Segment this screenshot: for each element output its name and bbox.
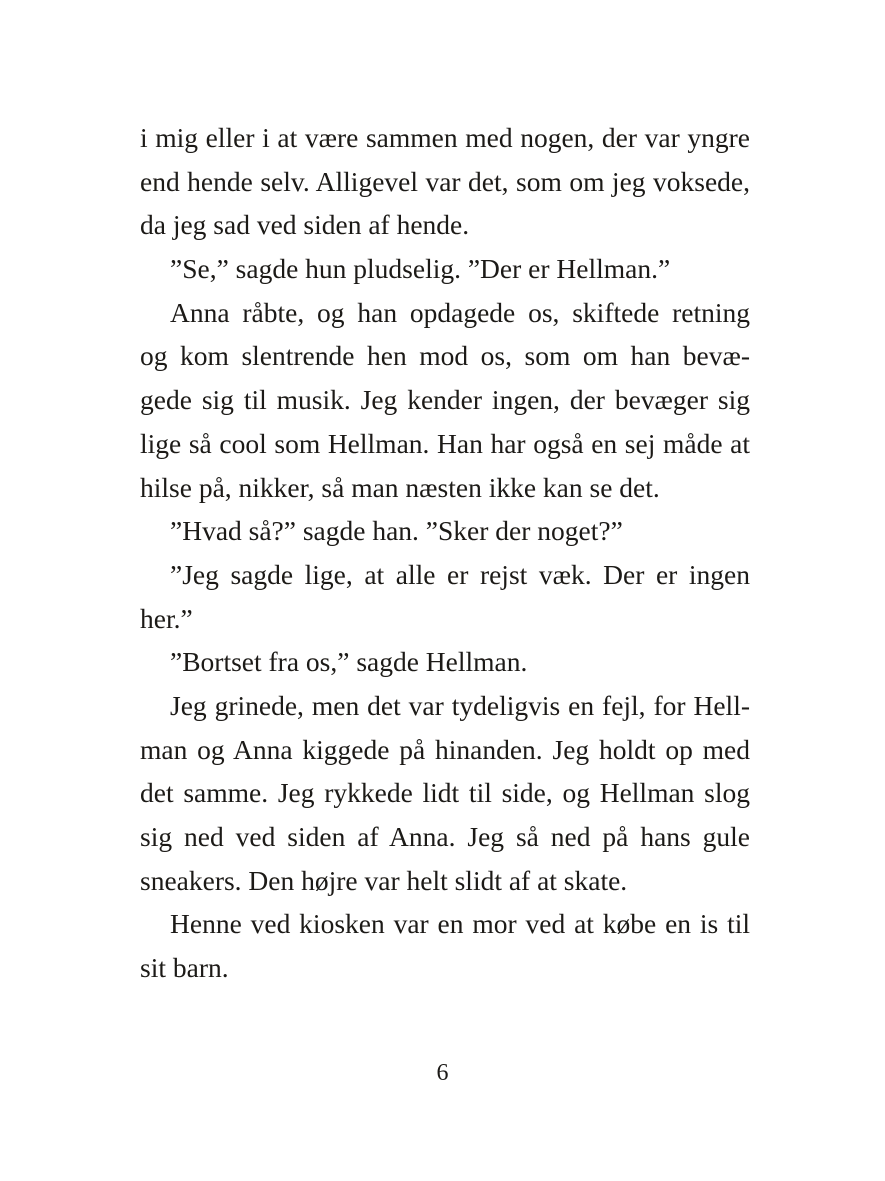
- text-line: sit barn.: [140, 952, 229, 984]
- text-line: sig ned ved siden af Anna. Jeg så ned på hans gule: [140, 821, 750, 852]
- text-line: end hende selv. Alligevel var det, som om jeg voksede,: [140, 165, 750, 197]
- paragraph-first-line: Jeg grinede, men det var tydeligvis en fejl, for Hell-: [170, 689, 750, 721]
- text-line: det samme. Jeg rykkede lidt til side, og Hellman slog: [140, 777, 750, 809]
- paragraph-first-line: ”Se,” sagde hun pludselig. ”Der er Hellman.”: [170, 253, 671, 285]
- text-line: hilse på, nikker, så man næsten ikke kan se det.: [140, 471, 660, 503]
- text-line: her.”: [140, 602, 193, 634]
- text-line: i mig eller i at være sammen med nogen, der var yngre: [140, 122, 750, 153]
- paragraph-first-line: ”Jeg sagde lige, at alle er rejst væk. Der er ingen: [170, 558, 750, 590]
- page-number: 6: [436, 1060, 449, 1086]
- paragraph-first-line: ”Bortset fra os,” sagde Hellman.: [170, 646, 528, 678]
- body-text: [140, 116, 750, 990]
- paragraph-first-line: ”Hvad så?” sagde han. ”Sker der noget?”: [170, 515, 623, 547]
- text-line: lige så cool som Hellman. Han har også en sej måde at: [140, 427, 750, 459]
- paragraph-first-line: Anna råbte, og han opdagede os, skiftede retning: [170, 296, 750, 328]
- text-line: da jeg sad ved siden af hende.: [140, 209, 470, 241]
- text-line: man og Anna kiggede på hinanden. Jeg holdt op med: [140, 733, 750, 765]
- paragraph-first-line: Henne ved kiosken var en mor ved at købe en is til: [170, 908, 750, 940]
- text-line: gede sig til musik. Jeg kender ingen, der bevæger sig: [140, 384, 750, 416]
- text-line: og kom slentrende hen mod os, som om han bevæ-: [140, 340, 750, 372]
- text-line: sneakers. Den højre var helt slidt af at skate.: [140, 864, 628, 896]
